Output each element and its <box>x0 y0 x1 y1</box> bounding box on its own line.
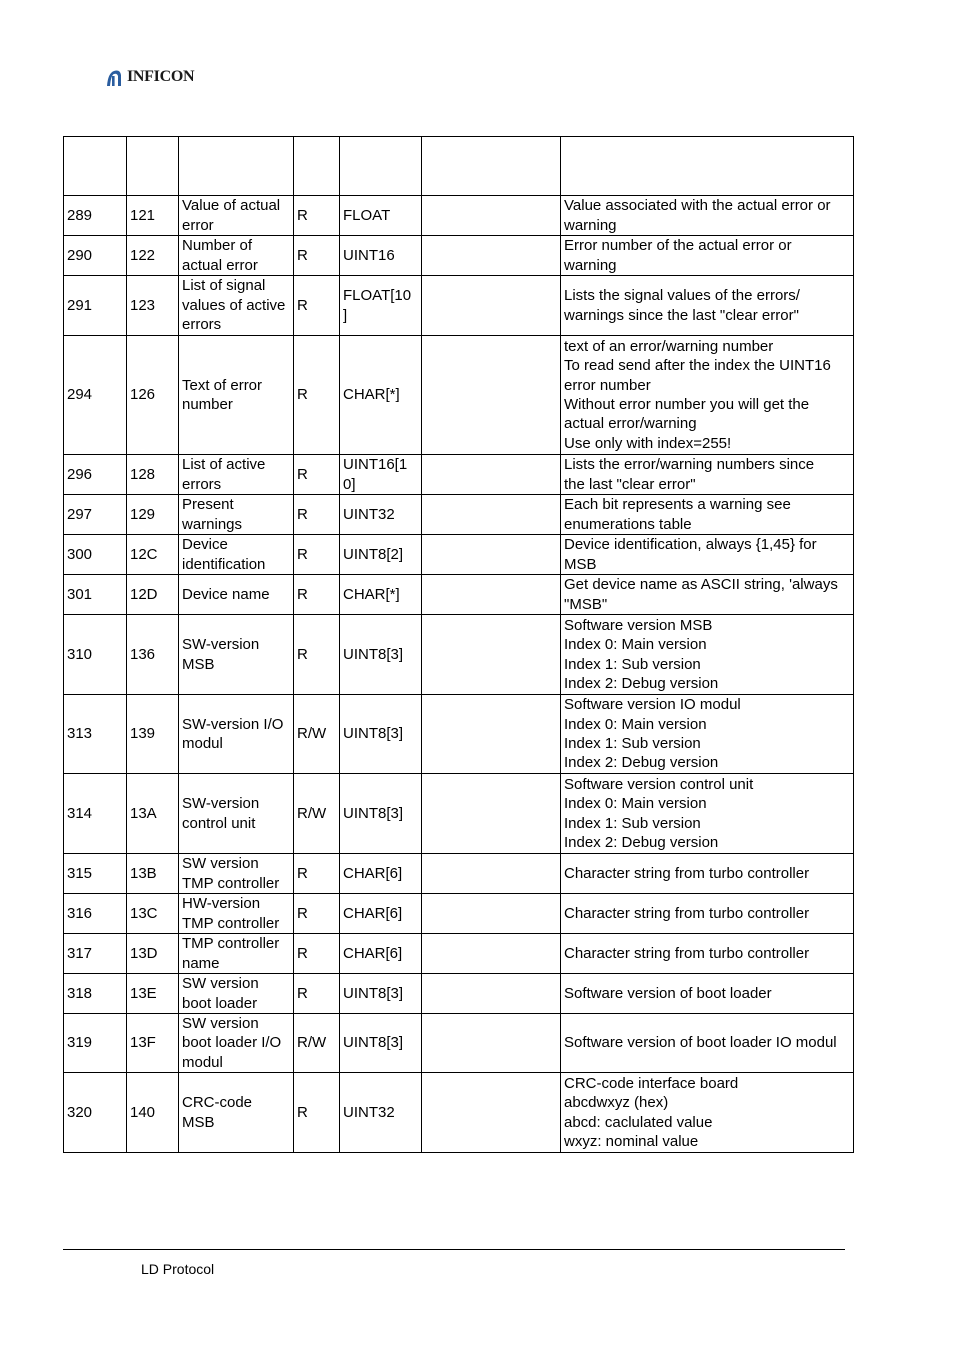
cell-line: Use only with index=255! <box>564 434 732 452</box>
cell-line: Device <box>182 536 228 554</box>
parameter-cell <box>179 894 294 934</box>
table-row <box>64 774 854 854</box>
cell-line: identification <box>182 555 266 573</box>
table-row <box>64 695 854 774</box>
table-row <box>64 615 854 695</box>
hex-cell: 123 <box>127 276 179 336</box>
table-row <box>64 196 854 236</box>
parameter-cell <box>179 854 294 894</box>
index-cell: 310 <box>64 615 127 695</box>
table-row <box>64 495 854 535</box>
access-cell: R <box>294 336 340 455</box>
access-cell: R <box>294 575 340 615</box>
cell-line: Present <box>182 496 234 514</box>
index-cell: 294 <box>64 336 127 455</box>
cell-line: the last "clear error" <box>564 475 696 493</box>
type-cell <box>340 974 422 1014</box>
cell-line: ] <box>343 306 348 324</box>
access-cell: R <box>294 934 340 974</box>
table-row <box>64 894 854 934</box>
parameter-cell <box>179 137 294 196</box>
parameter-cell <box>179 236 294 276</box>
access-cell: R <box>294 276 340 336</box>
cell-line: UINT16[1 <box>343 456 408 474</box>
cell-line: List of signal <box>182 277 266 295</box>
cell-line: SW-version <box>182 636 260 654</box>
cell-line: Device identification, always {1,45} for <box>564 536 817 554</box>
description-cell <box>561 575 854 615</box>
cell-line: warning <box>564 256 617 274</box>
cell-line: Index 0: Main version <box>564 636 707 654</box>
cell-line: Software version IO modul <box>564 696 741 714</box>
cell-line: Character string from turbo controller <box>564 944 810 962</box>
description-cell <box>561 615 854 695</box>
cell-line: HW-version <box>182 895 261 913</box>
cell-line: CRC-code interface board <box>564 1074 739 1092</box>
parameter-table <box>63 136 854 1153</box>
cell-line: warning <box>564 216 617 234</box>
cell-line: actual error <box>182 256 258 274</box>
range-cell <box>422 774 561 854</box>
index-cell: 318 <box>64 974 127 1014</box>
index-cell: 315 <box>64 854 127 894</box>
cell-line: number <box>182 396 233 413</box>
description-cell <box>561 196 854 236</box>
type-cell <box>340 894 422 934</box>
range-cell <box>422 535 561 575</box>
hex-cell: 13C <box>127 894 179 934</box>
cell-line: List of active <box>182 456 266 474</box>
cell-line: errors <box>182 475 222 493</box>
parameter-cell <box>179 1014 294 1073</box>
description-cell <box>561 495 854 535</box>
type-cell <box>340 137 422 196</box>
index-cell: 289 <box>64 196 127 236</box>
range-cell <box>422 1014 561 1073</box>
brand-name: INFICON <box>127 68 195 85</box>
table-row <box>64 137 854 196</box>
description-cell <box>561 137 854 196</box>
access-cell: R <box>294 1073 340 1153</box>
cell-line: Number of <box>182 237 253 255</box>
cell-line: Software version of boot loader IO modul <box>564 1034 837 1052</box>
range-cell <box>422 615 561 695</box>
parameter-cell <box>179 615 294 695</box>
cell-line: error <box>182 216 214 234</box>
cell-line: CRC-code <box>182 1094 253 1112</box>
cell-line: TMP controller <box>182 914 280 932</box>
cell-line: SW-version I/O <box>182 715 284 733</box>
type-cell <box>340 575 422 615</box>
parameter-cell <box>179 336 294 455</box>
range-cell <box>422 575 561 615</box>
cell-line: boot loader <box>182 994 258 1012</box>
access-cell: R/W <box>294 1014 340 1073</box>
cell-line: control unit <box>182 814 256 832</box>
range-cell <box>422 196 561 236</box>
cell-line: wxyz: nominal value <box>564 1133 699 1151</box>
cell-line: boot loader I/O <box>182 1034 282 1052</box>
parameter-cell <box>179 1073 294 1153</box>
access-cell: R <box>294 495 340 535</box>
index-cell: 291 <box>64 276 127 336</box>
cell-line: modul <box>182 1053 223 1071</box>
cell-line: TMP controller <box>182 935 280 953</box>
hex-cell: 12C <box>127 535 179 575</box>
cell-line: Value of actual <box>182 197 281 215</box>
type-cell <box>340 236 422 276</box>
description-cell <box>561 276 854 336</box>
cell-line: SW-version <box>182 795 260 813</box>
parameter-cell <box>179 495 294 535</box>
table-row <box>64 236 854 276</box>
table-row <box>64 1014 854 1073</box>
cell-line: UINT8[3] <box>343 645 404 663</box>
hex-cell: 12D <box>127 575 179 615</box>
cell-line: values of active <box>182 296 286 314</box>
index-cell: 301 <box>64 575 127 615</box>
index-cell <box>64 137 127 196</box>
footer-label: LD Protocol <box>141 1261 215 1277</box>
description-cell <box>561 854 854 894</box>
cell-line: abcdwxyz (hex) <box>564 1094 669 1112</box>
cell-line: Index 2: Debug version <box>564 833 719 851</box>
description-cell <box>561 774 854 854</box>
cell-line: CHAR[6] <box>343 864 403 882</box>
index-cell: 290 <box>64 236 127 276</box>
hex-cell: 136 <box>127 615 179 695</box>
index-cell: 316 <box>64 894 127 934</box>
cell-line: Get device name as ASCII string, 'always <box>564 576 838 594</box>
cell-line: FLOAT <box>343 206 391 224</box>
table-row <box>64 575 854 615</box>
cell-line: FLOAT[10 <box>343 287 412 305</box>
description-cell <box>561 455 854 495</box>
cell-line: Lists the signal values of the errors/ <box>564 287 800 305</box>
index-cell: 320 <box>64 1073 127 1153</box>
cell-line: SW version <box>182 1015 259 1032</box>
type-cell <box>340 196 422 236</box>
type-cell <box>340 336 422 455</box>
index-cell: 296 <box>64 455 127 495</box>
cell-line: UINT8[3] <box>343 1034 404 1052</box>
cell-line: name <box>182 954 220 972</box>
index-cell: 314 <box>64 774 127 854</box>
parameter-cell <box>179 575 294 615</box>
range-cell <box>422 336 561 455</box>
cell-line: text of an error/warning number <box>564 337 774 355</box>
cell-line: CHAR[*] <box>343 585 400 603</box>
table-row <box>64 336 854 455</box>
access-cell: R <box>294 455 340 495</box>
cell-line: CHAR[6] <box>343 904 403 922</box>
cell-line: Index 0: Main version <box>564 795 707 813</box>
type-cell <box>340 774 422 854</box>
type-cell <box>340 276 422 336</box>
cell-line: MSB <box>182 1113 215 1131</box>
footer-divider <box>63 1249 845 1250</box>
type-cell <box>340 535 422 575</box>
cell-line: MSB <box>182 655 215 673</box>
hex-cell: 140 <box>127 1073 179 1153</box>
cell-line: Character string from turbo controller <box>564 864 810 882</box>
cell-line: Error number of the actual error or <box>564 237 792 255</box>
access-cell: R <box>294 196 340 236</box>
index-cell: 313 <box>64 695 127 774</box>
parameter-cell <box>179 535 294 575</box>
hex-cell: 13B <box>127 854 179 894</box>
parameter-cell <box>179 934 294 974</box>
type-cell <box>340 615 422 695</box>
type-cell <box>340 495 422 535</box>
cell-line: Each bit represents a warning see <box>564 496 791 514</box>
hex-cell: 122 <box>127 236 179 276</box>
cell-line: warnings since the last "clear error" <box>564 306 799 324</box>
cell-line: To read send after the index the UINT16 <box>564 357 831 375</box>
cell-line: enumerations table <box>564 515 692 533</box>
hex-cell: 13E <box>127 974 179 1014</box>
hex-cell: 128 <box>127 455 179 495</box>
cell-line: Character string from turbo controller <box>564 904 810 922</box>
table-row <box>64 455 854 495</box>
cell-line: MSB <box>564 555 597 573</box>
cell-line: "MSB" <box>564 595 608 613</box>
cell-line: Index 1: Sub version <box>564 735 701 752</box>
type-cell <box>340 934 422 974</box>
table-row <box>64 535 854 575</box>
description-cell <box>561 535 854 575</box>
access-cell: R/W <box>294 774 340 854</box>
cell-line: warnings <box>182 515 243 533</box>
range-cell <box>422 276 561 336</box>
cell-line: abcd: caclulated value <box>564 1113 713 1131</box>
description-cell <box>561 236 854 276</box>
cell-line: Value associated with the actual error or <box>564 197 831 215</box>
cell-line: Software version control unit <box>564 775 754 793</box>
type-cell <box>340 854 422 894</box>
type-cell <box>340 1073 422 1153</box>
table-row <box>64 854 854 894</box>
cell-line: UINT32 <box>343 505 395 523</box>
cell-line: errors <box>182 316 222 334</box>
cell-line: UINT8[2] <box>343 545 404 563</box>
cell-line: UINT8[3] <box>343 984 404 1002</box>
cell-line: UINT16 <box>343 246 395 264</box>
parameter-cell <box>179 276 294 336</box>
description-cell <box>561 974 854 1014</box>
cell-line: CHAR[6] <box>343 944 403 962</box>
cell-line: Software version MSB <box>564 616 713 634</box>
description-cell <box>561 336 854 455</box>
parameter-cell <box>179 695 294 774</box>
cell-line: Index 2: Debug version <box>564 674 719 692</box>
type-cell <box>340 455 422 495</box>
cell-line: SW version <box>182 855 259 873</box>
hex-cell: 121 <box>127 196 179 236</box>
cell-line: error number <box>564 376 651 394</box>
type-cell <box>340 695 422 774</box>
range-cell <box>422 974 561 1014</box>
parameter-cell <box>179 455 294 495</box>
cell-line: actual error/warning <box>564 415 697 433</box>
hex-cell <box>127 137 179 196</box>
hex-cell: 139 <box>127 695 179 774</box>
description-cell <box>561 894 854 934</box>
parameter-cell <box>179 974 294 1014</box>
range-cell <box>422 455 561 495</box>
cell-line: UINT8[3] <box>343 804 404 822</box>
cell-line: Index 2: Debug version <box>564 754 719 772</box>
table-row <box>64 276 854 336</box>
range-cell <box>422 894 561 934</box>
hex-cell: 129 <box>127 495 179 535</box>
type-cell <box>340 1014 422 1073</box>
description-cell <box>561 695 854 774</box>
access-cell: R <box>294 894 340 934</box>
index-cell: 300 <box>64 535 127 575</box>
cell-line: SW version <box>182 975 259 993</box>
range-cell <box>422 137 561 196</box>
description-cell <box>561 1014 854 1073</box>
table-row <box>64 934 854 974</box>
cell-line: modul <box>182 735 223 752</box>
hex-cell: 13F <box>127 1014 179 1073</box>
parameter-cell <box>179 196 294 236</box>
access-cell: R/W <box>294 695 340 774</box>
cell-line: UINT32 <box>343 1104 395 1122</box>
cell-line: Without error number you will get the <box>564 396 810 413</box>
cell-line: CHAR[*] <box>343 386 400 404</box>
description-cell <box>561 934 854 974</box>
hex-cell: 13D <box>127 934 179 974</box>
access-cell: R <box>294 974 340 1014</box>
inficon-logo-icon <box>104 67 124 87</box>
hex-cell: 13A <box>127 774 179 854</box>
description-cell <box>561 1073 854 1153</box>
cell-line: 0] <box>343 475 356 493</box>
parameter-table-body <box>64 137 854 1153</box>
brand-logo <box>104 67 194 87</box>
range-cell <box>422 495 561 535</box>
access-cell: R <box>294 615 340 695</box>
index-cell: 319 <box>64 1014 127 1073</box>
access-cell: R <box>294 854 340 894</box>
range-cell <box>422 854 561 894</box>
cell-line: TMP controller <box>182 874 280 892</box>
cell-line: Index 1: Sub version <box>564 655 701 673</box>
cell-line: Software version of boot loader <box>564 984 772 1002</box>
range-cell <box>422 934 561 974</box>
range-cell <box>422 1073 561 1153</box>
hex-cell: 126 <box>127 336 179 455</box>
table-row <box>64 1073 854 1153</box>
index-cell: 297 <box>64 495 127 535</box>
cell-line: Lists the error/warning numbers since <box>564 456 815 474</box>
access-cell: R <box>294 535 340 575</box>
access-cell: R <box>294 236 340 276</box>
cell-line: Text of error <box>182 376 263 394</box>
cell-line: Device name <box>182 585 270 603</box>
cell-line: Index 0: Main version <box>564 715 707 733</box>
access-cell <box>294 137 340 196</box>
cell-line: Index 1: Sub version <box>564 814 701 832</box>
range-cell <box>422 695 561 774</box>
range-cell <box>422 236 561 276</box>
table-row <box>64 974 854 1014</box>
index-cell: 317 <box>64 934 127 974</box>
cell-line: UINT8[3] <box>343 725 404 743</box>
parameter-cell <box>179 774 294 854</box>
